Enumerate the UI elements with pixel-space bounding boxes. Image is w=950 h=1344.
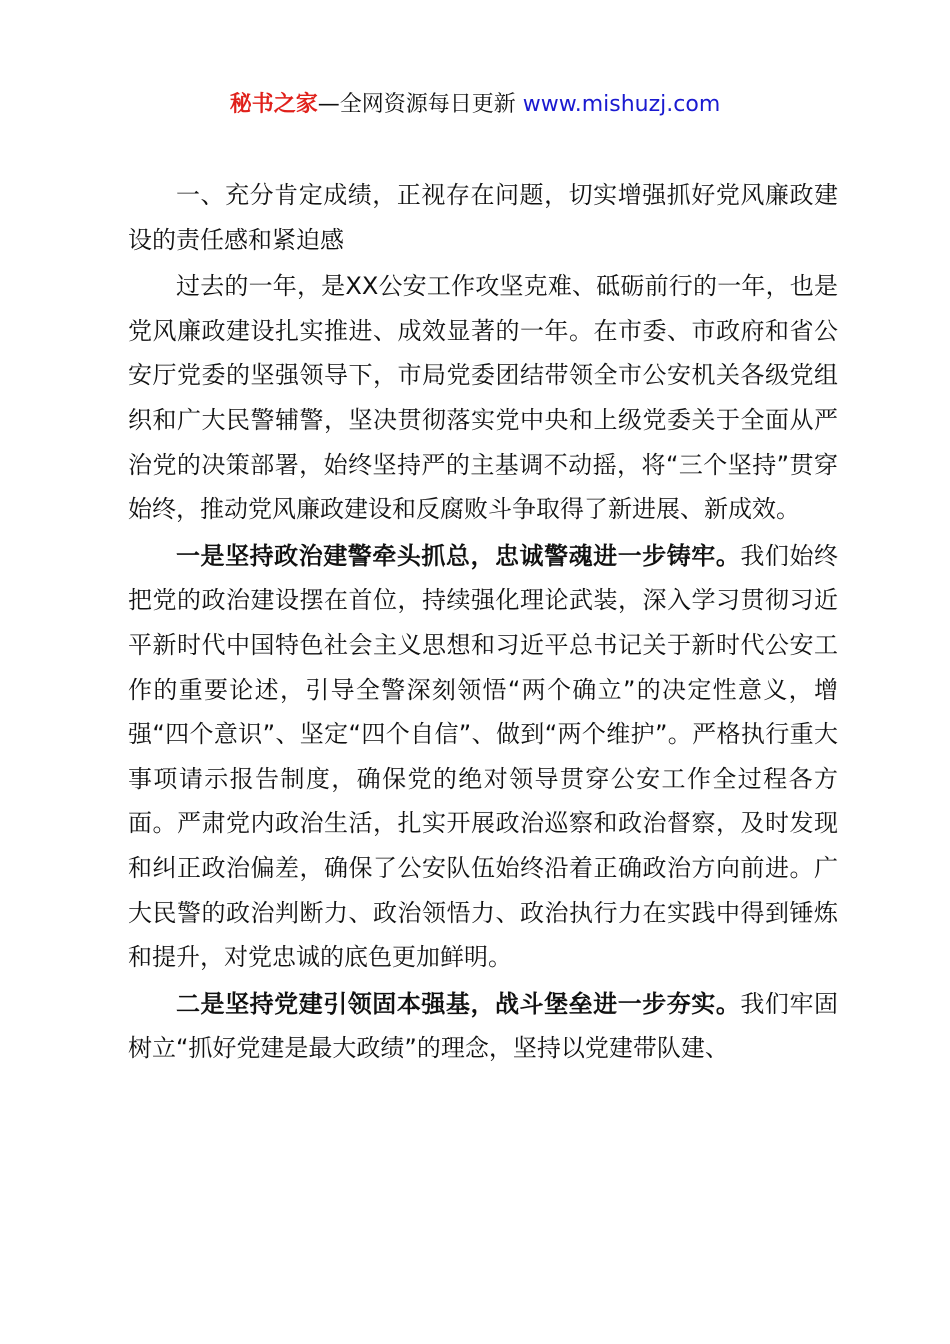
point-one-body: 我们始终把党的政治建设摆在首位，持续强化理论武装，深入学习贯彻习近平新时代中国特色社会主义思想和习近平总书记关于新时代公安工作的重要论述，引导全警深刻领悟“两个确立”的决定性意义，增强“四个意识”、坚定“四个自信”、做到“两个维护”。严格执行重大事项请示报告制度，确保党的绝对领导贯穿公安工作全过程各方面。严肃党内政治生活，扎实开展政治巡察和政治督察，及时发现和纠正政治偏差，确保了公安队伍始终沿着正确政治方向前进。广大民警的政治判断力、政治领悟力、政治执行力在实践中得到锤炼和提升，对党忠诚的底色更加鲜明。 <box>128 541 839 972</box>
site-tagline: —全网资源每日更新 <box>317 92 523 117</box>
site-header <box>0 88 950 122</box>
intro-paragraph: 过去的一年，是XX公安工作攻坚克难、砥砺前行的一年，也是党风廉政建设扎实推进、成效显著的一年。在市委、市政府和省公安厅党委的坚强领导下，市局党委团结带领全市公安机关各级党组织和广大民警辅警，坚决贯彻落实党中央和上级党委关于全面从严治党的决策部署，始终坚持严的主基调不动摇，将“三个坚持”贯穿始终，推动党风廉政建设和反腐败斗争取得了新进展、新成效。 <box>128 272 838 524</box>
document-body <box>128 173 838 1071</box>
point-two-paragraph <box>128 982 838 1071</box>
section-heading: 一、充分肯定成绩，正视存在问题，切实增强抓好党风廉政建设的责任感和紧迫感 <box>128 181 838 254</box>
point-two-lead: 二是坚持党建引领固本强基，战斗堡垒进一步夯实。 <box>176 989 741 1018</box>
site-brand: 秘书之家 <box>229 92 318 117</box>
point-one-lead: 一是坚持政治建警牵头抓总，忠诚警魂进一步铸牢。 <box>176 541 741 570</box>
point-one-paragraph <box>128 534 838 980</box>
site-url-link[interactable]: www.mishuzj.com <box>522 92 721 117</box>
point-two-body: 我们牢固树立“抓好党建是最大政绩”的理念，坚持以党建带队建、 <box>128 989 839 1063</box>
